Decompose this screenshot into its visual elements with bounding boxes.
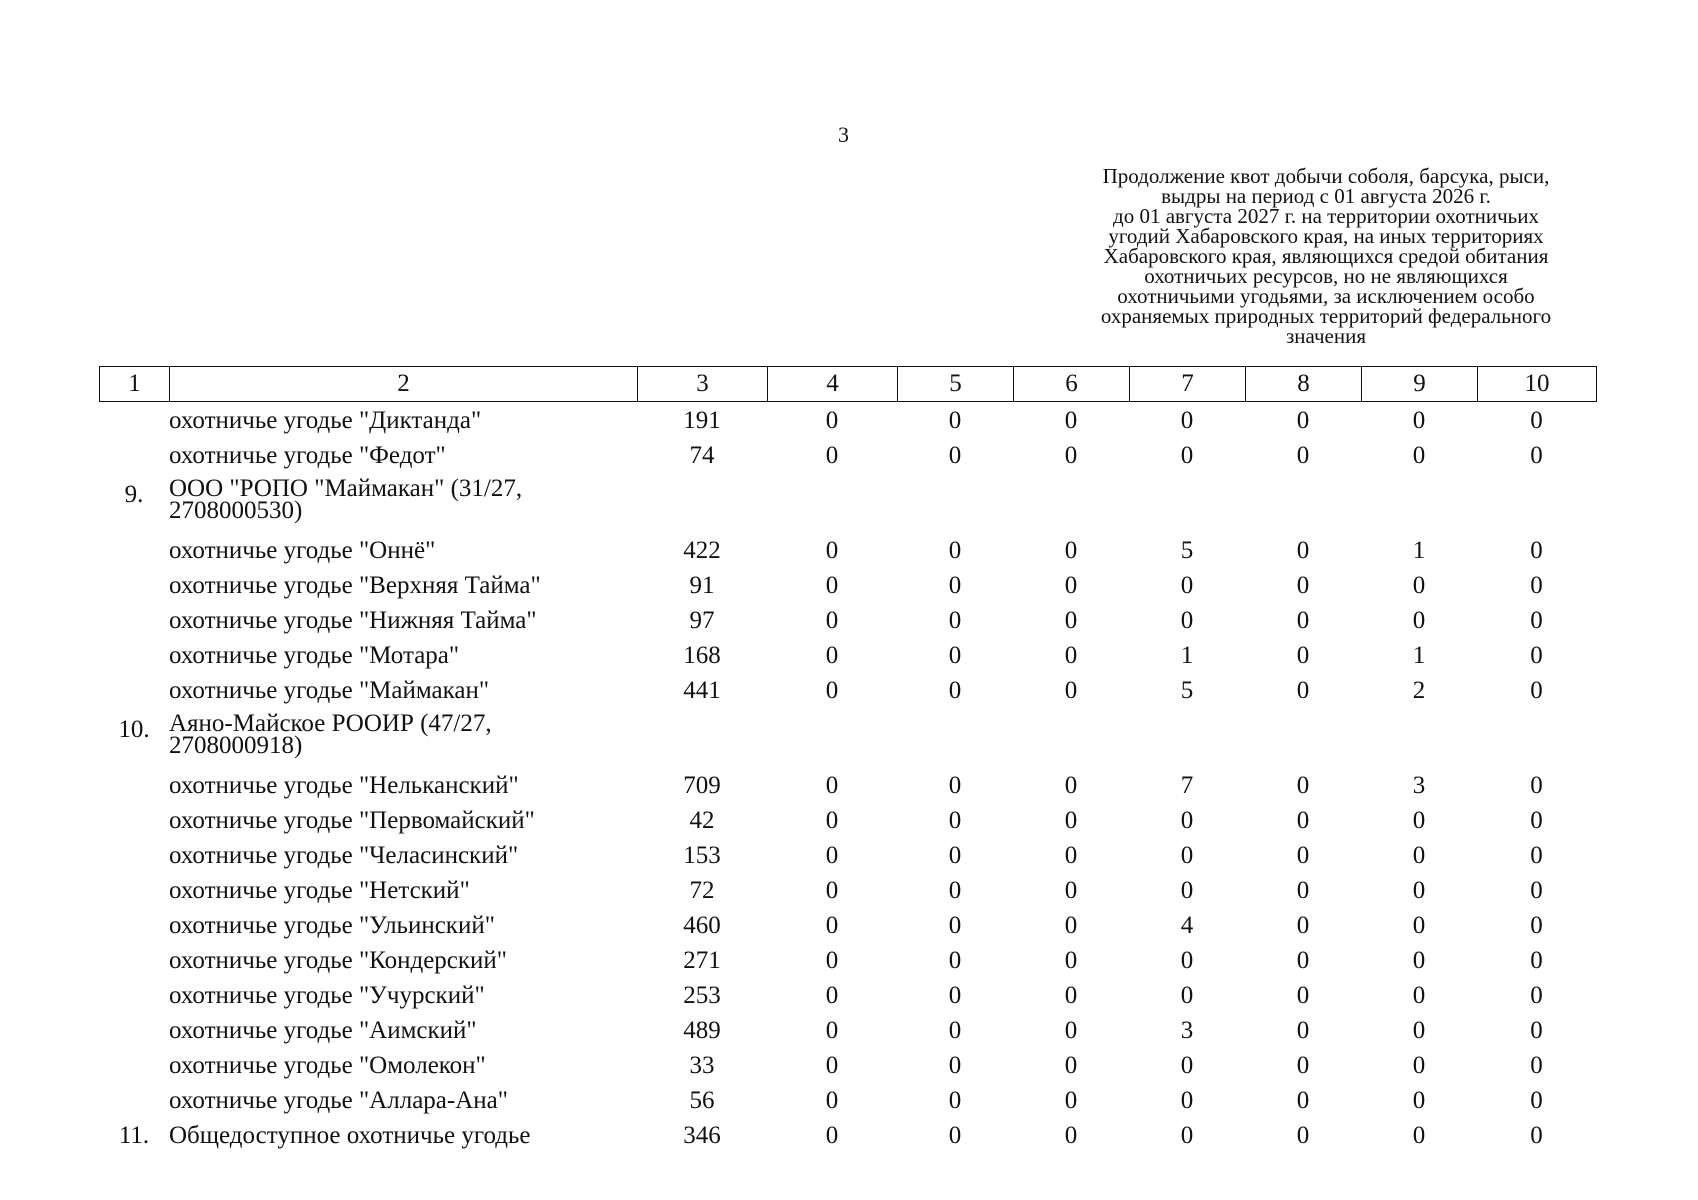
value-cell: 0 — [825, 912, 839, 939]
value-cell: 0 — [1180, 877, 1194, 904]
value-cell: 5 — [1180, 677, 1194, 704]
value-cell: 0 — [1530, 877, 1543, 904]
value-cell: 0 — [948, 607, 962, 634]
heading-line: Продолжение квот добычи соболя, барсука, рыси, — [1102, 164, 1550, 188]
value-cell: 0 — [1064, 842, 1078, 869]
table-row — [99, 535, 1596, 570]
value-cell: 0 — [1296, 572, 1310, 599]
value-cell — [1013, 475, 1129, 535]
value-cell — [1477, 710, 1596, 770]
value-cell — [897, 710, 1013, 770]
value-cell: 0 — [1530, 772, 1543, 799]
value-cell: 0 — [1180, 842, 1194, 869]
hunting-ground-name: охотничье угодье "Нельканский" — [169, 772, 519, 799]
organization-name: Аяно-Майское РООИР (47/27, 2708000918) — [169, 710, 492, 759]
value-cell: 0 — [1180, 407, 1194, 434]
row-number — [99, 1085, 169, 1120]
value-cell: 0 — [825, 877, 839, 904]
value-cell: 346 — [683, 1122, 721, 1149]
value-cell: 0 — [1530, 982, 1543, 1009]
row-number — [99, 1050, 169, 1085]
table-row — [99, 1050, 1596, 1085]
value-cell: 1 — [1412, 642, 1426, 669]
heading-line: до 01 августа 2027 г. на территории охотничьих — [1113, 204, 1539, 228]
value-cell: 56 — [689, 1087, 715, 1114]
value-cell: 3 — [1180, 1017, 1194, 1044]
value-cell: 0 — [1296, 877, 1310, 904]
value-cell: 0 — [1296, 407, 1310, 434]
row-number — [99, 675, 169, 710]
column-header: 4 — [768, 367, 898, 402]
table-row — [99, 805, 1596, 840]
value-cell: 0 — [948, 572, 962, 599]
value-cell: 0 — [1530, 947, 1543, 974]
value-cell: 0 — [1412, 912, 1426, 939]
hunting-ground-name: охотничье угодье "Первомайский" — [169, 807, 535, 834]
heading-line: охотничьими угодьями, за исключением особо — [1117, 284, 1535, 308]
hunting-ground-name: охотничье угодье "Мотара" — [169, 642, 460, 669]
value-cell: 0 — [1412, 807, 1426, 834]
value-cell — [637, 475, 767, 535]
organization-row — [99, 475, 1596, 535]
table-row — [99, 980, 1596, 1015]
value-cell: 0 — [1180, 442, 1194, 469]
value-cell: 0 — [1530, 572, 1543, 599]
value-cell: 422 — [683, 537, 721, 564]
value-cell: 0 — [1296, 807, 1310, 834]
value-cell: 0 — [825, 1017, 839, 1044]
column-header: 6 — [1014, 367, 1130, 402]
row-number — [99, 945, 169, 980]
table-row — [99, 1015, 1596, 1050]
value-cell: 0 — [825, 1122, 839, 1149]
value-cell: 253 — [683, 982, 721, 1009]
column-header: 1 — [100, 367, 170, 402]
value-cell: 0 — [825, 947, 839, 974]
value-cell: 0 — [948, 1052, 962, 1079]
value-cell: 91 — [689, 572, 715, 599]
value-cell: 0 — [1530, 1052, 1543, 1079]
value-cell: 7 — [1180, 772, 1194, 799]
value-cell: 0 — [1180, 982, 1194, 1009]
row-number — [99, 805, 169, 840]
value-cell: 0 — [1180, 1122, 1194, 1149]
row-number: 9. — [124, 481, 144, 508]
value-cell: 1 — [1412, 537, 1426, 564]
heading-line: угодий Хабаровского края, на иных территориях — [1108, 224, 1544, 248]
column-header: 7 — [1130, 367, 1246, 402]
value-cell: 0 — [1530, 842, 1543, 869]
value-cell: 0 — [825, 772, 839, 799]
value-cell: 0 — [1064, 407, 1078, 434]
value-cell: 0 — [1530, 1087, 1543, 1114]
hunting-ground-name: охотничье угодье "Верхняя Тайма" — [169, 572, 541, 599]
value-cell: 97 — [689, 607, 715, 634]
quota-table — [99, 405, 1596, 1155]
value-cell: 0 — [1412, 877, 1426, 904]
value-cell — [897, 475, 1013, 535]
value-cell: 1 — [1180, 642, 1194, 669]
value-cell: 0 — [1412, 407, 1426, 434]
organization-name: ООО "РОПО "Маймакан" (31/27, 2708000530) — [169, 475, 523, 524]
value-cell: 0 — [1296, 912, 1310, 939]
value-cell: 0 — [1064, 442, 1078, 469]
value-cell: 0 — [948, 877, 962, 904]
value-cell: 42 — [689, 807, 715, 834]
table-row — [99, 875, 1596, 910]
value-cell: 0 — [825, 537, 839, 564]
value-cell: 0 — [825, 1087, 839, 1114]
row-number — [99, 980, 169, 1015]
value-cell: 0 — [1412, 1122, 1426, 1149]
row-number — [99, 405, 169, 440]
value-cell: 0 — [1064, 877, 1078, 904]
row-number — [99, 535, 169, 570]
heading-line: охотничьих ресурсов, но не являющихся — [1144, 264, 1508, 288]
table-row — [99, 440, 1596, 475]
value-cell: 709 — [683, 772, 721, 799]
value-cell: 5 — [1180, 537, 1194, 564]
value-cell: 0 — [1530, 442, 1543, 469]
organization-row — [99, 710, 1596, 770]
table-row — [99, 405, 1596, 440]
value-cell: 0 — [825, 642, 839, 669]
value-cell: 0 — [1064, 607, 1078, 634]
value-cell: 0 — [1296, 842, 1310, 869]
value-cell: 0 — [1180, 607, 1194, 634]
hunting-ground-name: охотничье угодье "Аимский" — [169, 1017, 477, 1044]
value-cell — [1245, 475, 1361, 535]
value-cell: 489 — [683, 1017, 721, 1044]
table-row — [99, 1085, 1596, 1120]
value-cell: 0 — [948, 1017, 962, 1044]
value-cell: 0 — [1296, 1052, 1310, 1079]
value-cell — [767, 475, 897, 535]
value-cell: 0 — [1064, 772, 1078, 799]
value-cell: 0 — [825, 1052, 839, 1079]
heading-line: охраняемых природных территорий федерального — [1100, 304, 1552, 328]
value-cell: 0 — [1064, 1122, 1078, 1149]
value-cell: 0 — [1064, 982, 1078, 1009]
value-cell: 0 — [1180, 947, 1194, 974]
row-number — [99, 1015, 169, 1050]
hunting-ground-name: охотничье угодье "Маймакан" — [169, 677, 490, 704]
value-cell: 0 — [948, 807, 962, 834]
value-cell: 0 — [948, 772, 962, 799]
value-cell: 0 — [948, 982, 962, 1009]
value-cell: 0 — [1412, 572, 1426, 599]
value-cell: 0 — [1530, 642, 1543, 669]
value-cell: 33 — [689, 1052, 715, 1079]
table-row — [99, 640, 1596, 675]
value-cell: 0 — [1412, 607, 1426, 634]
hunting-ground-name: охотничье угодье "Диктанда" — [169, 407, 482, 434]
row-number — [99, 440, 169, 475]
value-cell: 0 — [1412, 1017, 1426, 1044]
column-header: 8 — [1246, 367, 1362, 402]
value-cell: 0 — [1530, 807, 1543, 834]
value-cell: 0 — [1180, 572, 1194, 599]
row-number — [99, 640, 169, 675]
row-number — [99, 570, 169, 605]
value-cell: 0 — [1412, 442, 1426, 469]
value-cell: 0 — [1530, 607, 1543, 634]
table-row — [99, 570, 1596, 605]
row-number: 10. — [118, 716, 150, 743]
hunting-ground-name: охотничье угодье "Нижняя Тайма" — [169, 607, 537, 634]
value-cell: 0 — [1180, 1052, 1194, 1079]
value-cell — [1013, 710, 1129, 770]
value-cell: 0 — [1064, 947, 1078, 974]
hunting-ground-name: охотничье угодье "Омолекон" — [169, 1052, 486, 1079]
column-header: 10 — [1478, 367, 1597, 402]
hunting-ground-name: охотничье угодье "Учурский" — [169, 982, 485, 1009]
column-header: 5 — [898, 367, 1014, 402]
value-cell: 0 — [1296, 1122, 1310, 1149]
value-cell: 4 — [1180, 912, 1194, 939]
value-cell: 0 — [1530, 537, 1543, 564]
value-cell: 3 — [1412, 772, 1426, 799]
value-cell: 0 — [825, 607, 839, 634]
value-cell: 441 — [683, 677, 721, 704]
value-cell: 460 — [683, 912, 721, 939]
value-cell: 168 — [683, 642, 721, 669]
value-cell: 0 — [948, 947, 962, 974]
row-number — [99, 875, 169, 910]
value-cell: 0 — [948, 677, 962, 704]
value-cell: 0 — [1064, 572, 1078, 599]
value-cell: 153 — [683, 842, 721, 869]
value-cell: 0 — [1296, 537, 1310, 564]
value-cell — [1477, 475, 1596, 535]
value-cell: 0 — [1530, 1122, 1543, 1149]
row-number — [99, 910, 169, 945]
value-cell: 0 — [825, 407, 839, 434]
value-cell: 0 — [1530, 677, 1543, 704]
value-cell: 0 — [948, 912, 962, 939]
column-header: 3 — [638, 367, 768, 402]
table-heading — [1056, 166, 1596, 346]
value-cell: 0 — [1064, 537, 1078, 564]
heading-line: Хабаровского края, являющихся средой обитания — [1103, 244, 1549, 268]
value-cell: 0 — [948, 407, 962, 434]
value-cell: 0 — [1180, 1087, 1194, 1114]
hunting-ground-name: охотничье угодье "Оннё" — [169, 537, 436, 564]
value-cell: 0 — [825, 982, 839, 1009]
value-cell: 0 — [1064, 1052, 1078, 1079]
column-header: 2 — [170, 367, 638, 402]
value-cell — [1361, 710, 1477, 770]
value-cell: 0 — [1296, 1087, 1310, 1114]
value-cell: 0 — [1064, 642, 1078, 669]
value-cell: 0 — [1064, 912, 1078, 939]
value-cell: 0 — [1064, 1087, 1078, 1114]
column-header: 9 — [1362, 367, 1478, 402]
value-cell: 0 — [825, 842, 839, 869]
table-row — [99, 945, 1596, 980]
heading-line: выдры на период с 01 августа 2026 г. — [1161, 184, 1491, 208]
column-number-header — [99, 366, 1597, 402]
value-cell — [1361, 475, 1477, 535]
hunting-ground-name: охотничье угодье "Кондерский" — [169, 947, 508, 974]
table-row — [99, 605, 1596, 640]
value-cell: 0 — [1296, 982, 1310, 1009]
value-cell: 0 — [948, 842, 962, 869]
value-cell: 0 — [948, 1087, 962, 1114]
hunting-ground-name: охотничье угодье "Челасинский" — [169, 842, 519, 869]
table-row — [99, 840, 1596, 875]
value-cell: 0 — [1530, 407, 1543, 434]
value-cell — [1245, 710, 1361, 770]
hunting-ground-name: охотничье угодье "Нетский" — [169, 877, 470, 904]
value-cell: 0 — [1296, 1017, 1310, 1044]
table-row — [99, 675, 1596, 710]
value-cell: 0 — [948, 1122, 962, 1149]
value-cell: 0 — [1412, 1052, 1426, 1079]
heading-line: значения — [1285, 324, 1367, 348]
value-cell: 0 — [948, 642, 962, 669]
value-cell: 0 — [1296, 677, 1310, 704]
value-cell: 0 — [1412, 947, 1426, 974]
value-cell: 0 — [1180, 807, 1194, 834]
value-cell: 0 — [1412, 1087, 1426, 1114]
value-cell: 0 — [1064, 1017, 1078, 1044]
row-number: 11. — [118, 1122, 150, 1149]
value-cell: 0 — [948, 442, 962, 469]
value-cell: 0 — [1296, 947, 1310, 974]
value-cell: 0 — [948, 537, 962, 564]
table-row — [99, 1120, 1596, 1155]
table-row — [99, 910, 1596, 945]
hunting-ground-name: Общедоступное охотничье угодье — [169, 1122, 531, 1149]
value-cell: 0 — [1064, 807, 1078, 834]
page-number: 3 — [838, 122, 849, 147]
table-row — [99, 770, 1596, 805]
value-cell — [1129, 710, 1245, 770]
hunting-ground-name: охотничье угодье "Ульинский" — [169, 912, 495, 939]
value-cell — [1129, 475, 1245, 535]
value-cell: 0 — [1296, 642, 1310, 669]
value-cell: 0 — [825, 807, 839, 834]
value-cell: 0 — [825, 677, 839, 704]
hunting-ground-name: охотничье угодье "Аллара-Ана" — [169, 1087, 508, 1114]
value-cell: 74 — [689, 442, 715, 469]
value-cell: 0 — [1412, 842, 1426, 869]
value-cell: 0 — [1064, 677, 1078, 704]
value-cell — [637, 710, 767, 770]
value-cell: 0 — [1296, 442, 1310, 469]
value-cell: 0 — [1412, 982, 1426, 1009]
hunting-ground-name: охотничье угодье "Федот" — [169, 442, 446, 469]
row-number — [99, 605, 169, 640]
value-cell: 191 — [683, 407, 721, 434]
value-cell — [767, 710, 897, 770]
value-cell: 72 — [689, 877, 715, 904]
row-number — [99, 840, 169, 875]
value-cell: 0 — [1530, 912, 1543, 939]
row-number — [99, 770, 169, 805]
value-cell: 0 — [1296, 772, 1310, 799]
value-cell: 0 — [825, 572, 839, 599]
value-cell: 0 — [825, 442, 839, 469]
value-cell: 2 — [1412, 677, 1426, 704]
value-cell: 0 — [1530, 1017, 1543, 1044]
value-cell: 271 — [683, 947, 721, 974]
value-cell: 0 — [1296, 607, 1310, 634]
